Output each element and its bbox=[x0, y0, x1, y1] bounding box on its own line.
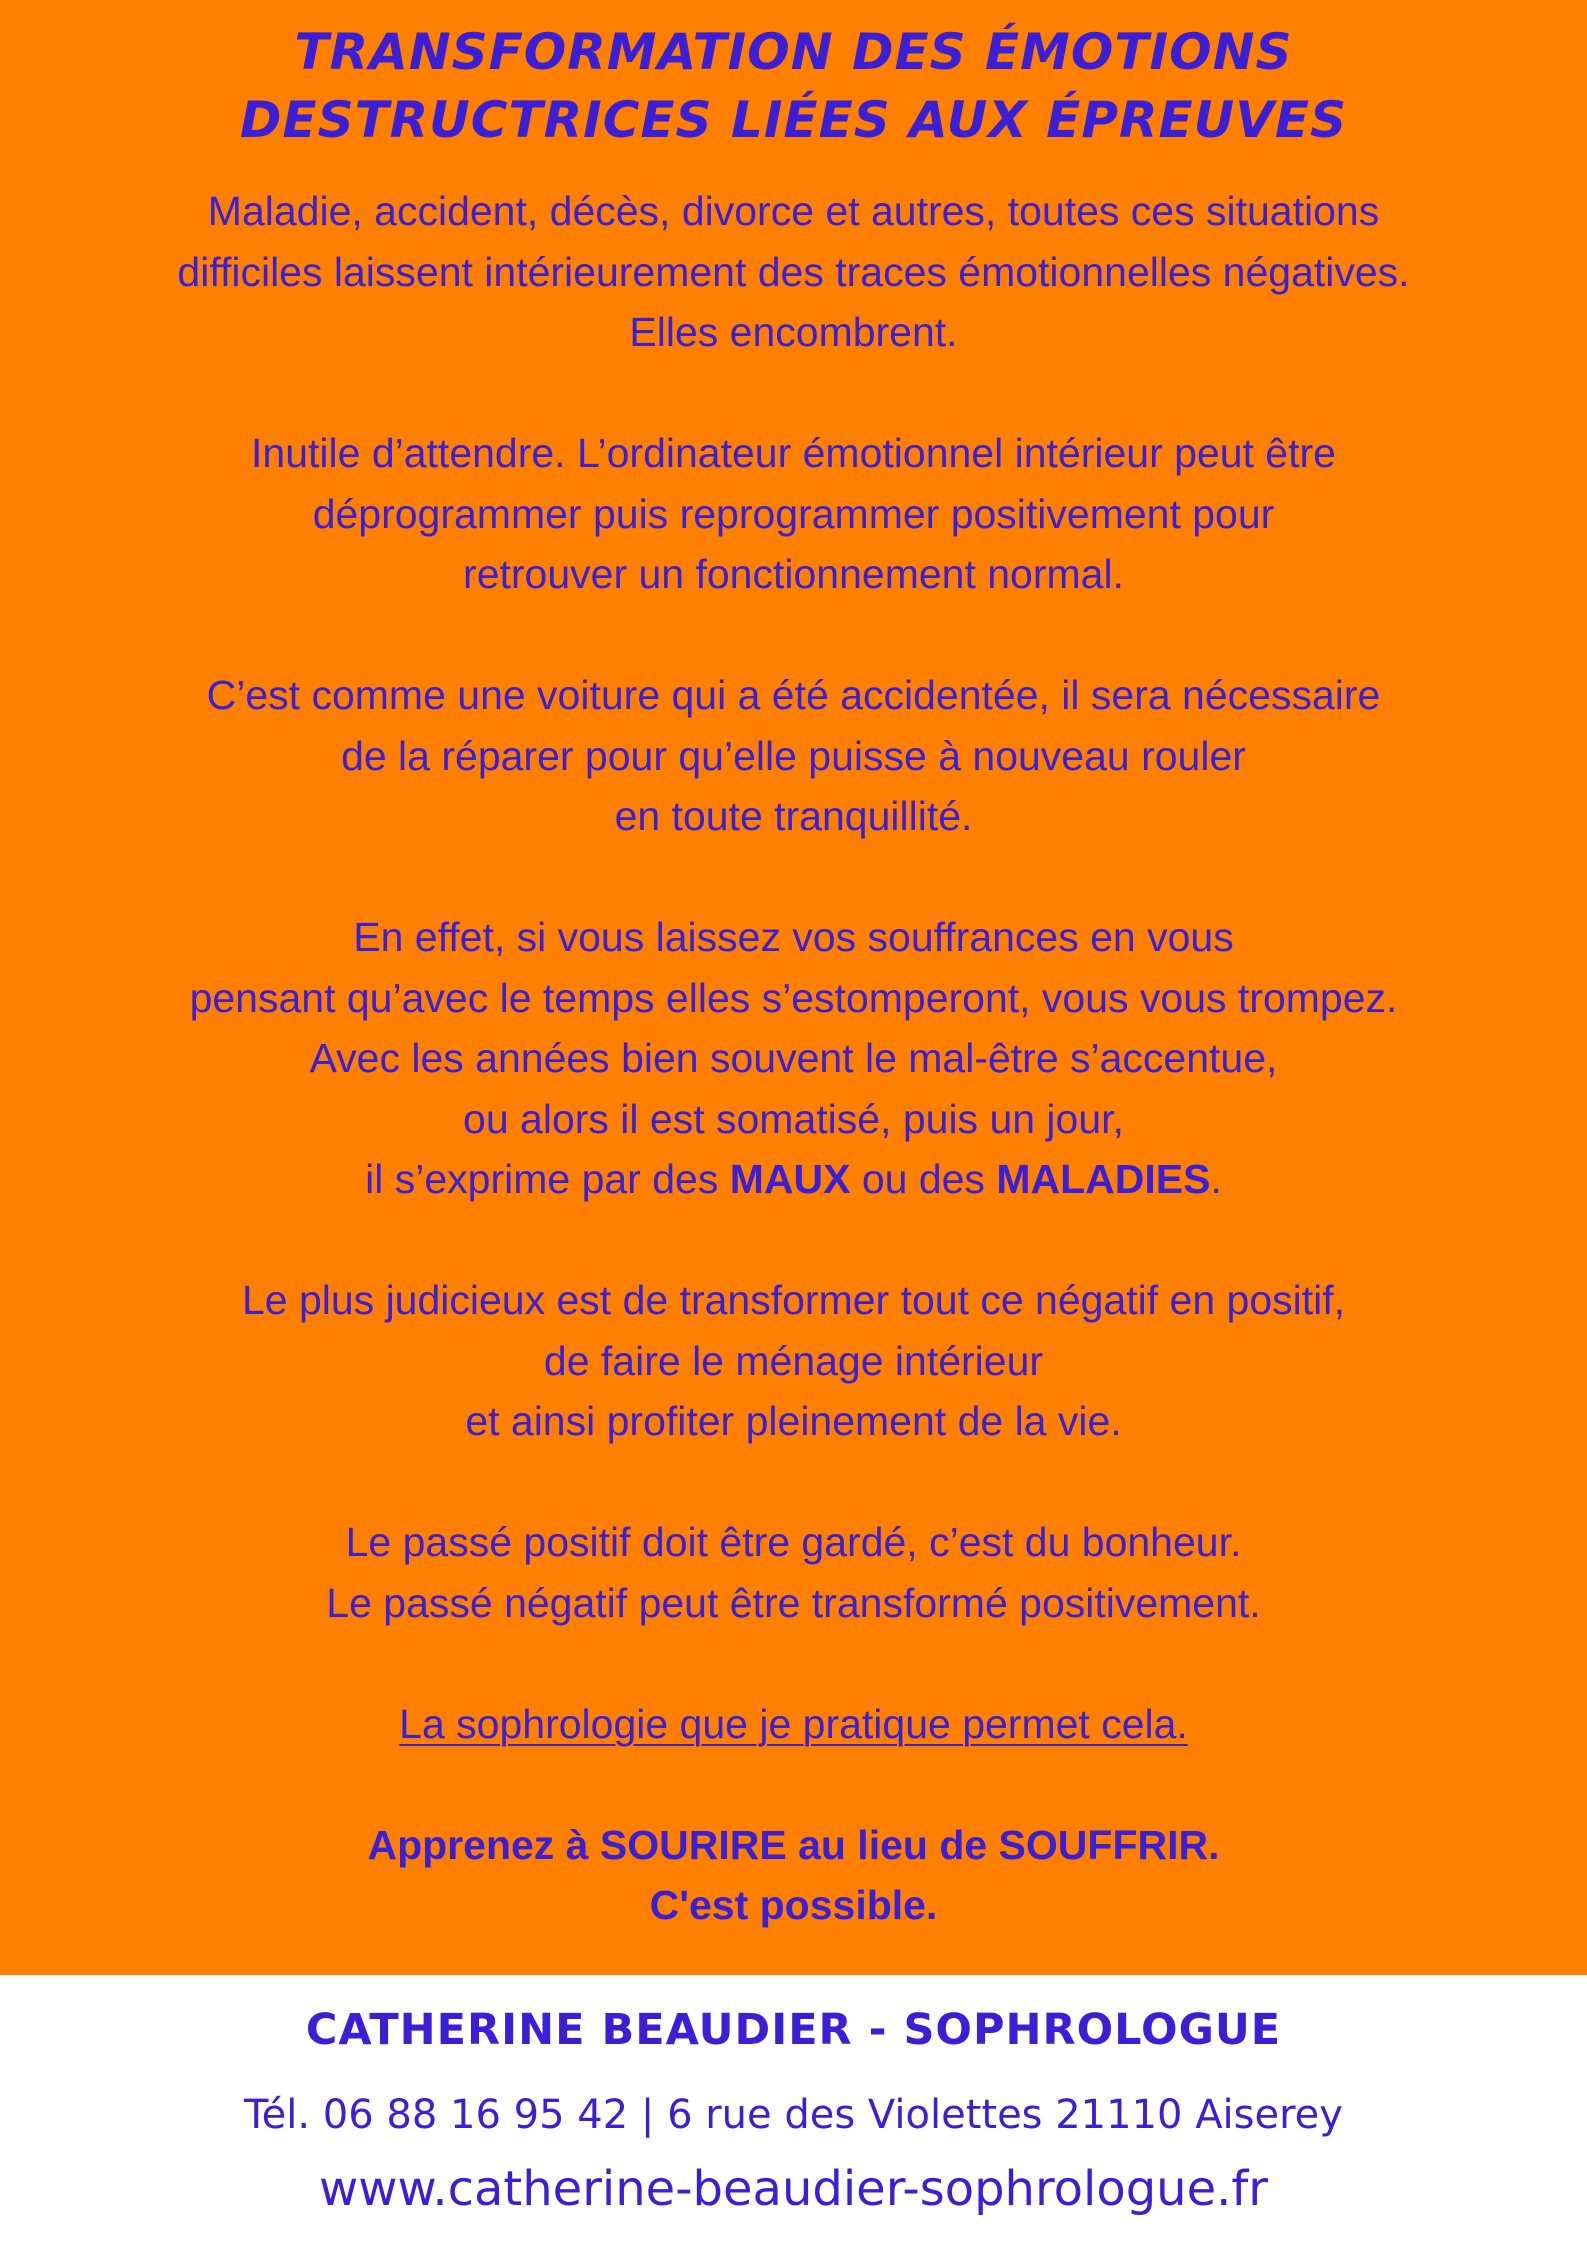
paragraph-spacer bbox=[0, 847, 1587, 908]
paragraph-4-line-3: Avec les années bien souvent le mal-être s’accentue, bbox=[309, 1035, 1278, 1081]
paragraph-4-line-5 bbox=[0, 1149, 1587, 1210]
paragraph-spacer bbox=[0, 1633, 1587, 1694]
paragraph-1-line-3: Elles encombrent. bbox=[629, 309, 958, 355]
paragraph-4-line-4: ou alors il est somatisé, puis un jour, bbox=[463, 1095, 1124, 1142]
paragraph-1-line-1: Maladie, accident, décès, divorce et autres, toutes ces situations bbox=[207, 188, 1380, 234]
footer-contact: Tél. 06 88 16 95 42 | 6 rue des Violettes 21110 Aiserey bbox=[244, 2092, 1343, 2138]
paragraph-5-line-2: de faire le ménage intérieur bbox=[543, 1337, 1044, 1384]
paragraph-3-line-3: en toute tranquillité. bbox=[614, 793, 973, 839]
paragraph-5-line-3: et ainsi profiter pleinement de la vie. bbox=[465, 1398, 1122, 1444]
footer-website-link[interactable]: www.catherine-beaudier-sophrologue.fr bbox=[318, 2161, 1269, 2217]
paragraph-spacer bbox=[0, 363, 1587, 424]
paragraph-3-line-2: de la réparer pour qu’elle puisse à nouveau rouler bbox=[341, 732, 1246, 779]
title-line-2: DESTRUCTRICES LIÉES AUX ÉPREUVES bbox=[239, 91, 1348, 149]
paragraph-3-line-1: C’est comme une voiture qui a été accidentée, il sera nécessaire bbox=[206, 672, 1381, 718]
paragraph-5-line-1: Le plus judicieux est de transformer tout ce négatif en positif, bbox=[241, 1277, 1346, 1323]
paragraph-2-line-3: retrouver un fonctionnement normal. bbox=[463, 551, 1124, 597]
paragraph-2-line-2: déprogrammer puis reprogrammer positivement pour bbox=[312, 490, 1275, 537]
paragraph-spacer bbox=[0, 1754, 1587, 1815]
paragraph-1-line-2: difficiles laissent intérieurement des traces émotionnelles négatives. bbox=[177, 248, 1410, 295]
paragraph-spacer bbox=[0, 1210, 1587, 1271]
paragraph-4-line-2: pensant qu’avec le temps elles s’estomperont, vous vous trompez. bbox=[189, 974, 1398, 1021]
paragraph-6-line-1: Le passé positif doit être gardé, c’est du bonheur. bbox=[345, 1519, 1242, 1565]
sophrology-link-line bbox=[0, 1694, 1587, 1755]
footer bbox=[0, 1975, 1587, 2245]
sophrology-link[interactable]: La sophrologie que je pratique permet cela. bbox=[399, 1700, 1188, 1747]
paragraph-spacer bbox=[0, 605, 1587, 666]
line-5-prefix: il s’exprime par des bbox=[365, 1156, 730, 1202]
paragraph-2-line-1: Inutile d’attendre. L’ordinateur émotionnel intérieur peut être bbox=[251, 430, 1336, 476]
paragraph-6-line-2: Le passé négatif peut être transformé positivement. bbox=[326, 1579, 1261, 1626]
closing-line-1: Apprenez à SOURIRE au lieu de SOUFFRIR. bbox=[367, 1821, 1220, 1868]
paragraph-spacer bbox=[0, 1452, 1587, 1513]
paragraph-4-line-1: En effet, si vous laissez vos souffrances en vous bbox=[353, 914, 1234, 960]
emphasis-maux: MAUX bbox=[729, 1156, 851, 1202]
emphasis-maladies: MALADIES bbox=[996, 1156, 1211, 1202]
closing-line-2: C'est possible. bbox=[649, 1882, 938, 1928]
body-text bbox=[0, 181, 1587, 1936]
page-title bbox=[0, 18, 1587, 154]
line-5-middle: ou des bbox=[850, 1156, 997, 1202]
title-line-1: TRANSFORMATION DES ÉMOTIONS bbox=[294, 23, 1293, 81]
line-5-end: . bbox=[1210, 1156, 1222, 1202]
footer-name: CATHERINE BEAUDIER - SOPHROLOGUE bbox=[305, 2005, 1282, 2055]
